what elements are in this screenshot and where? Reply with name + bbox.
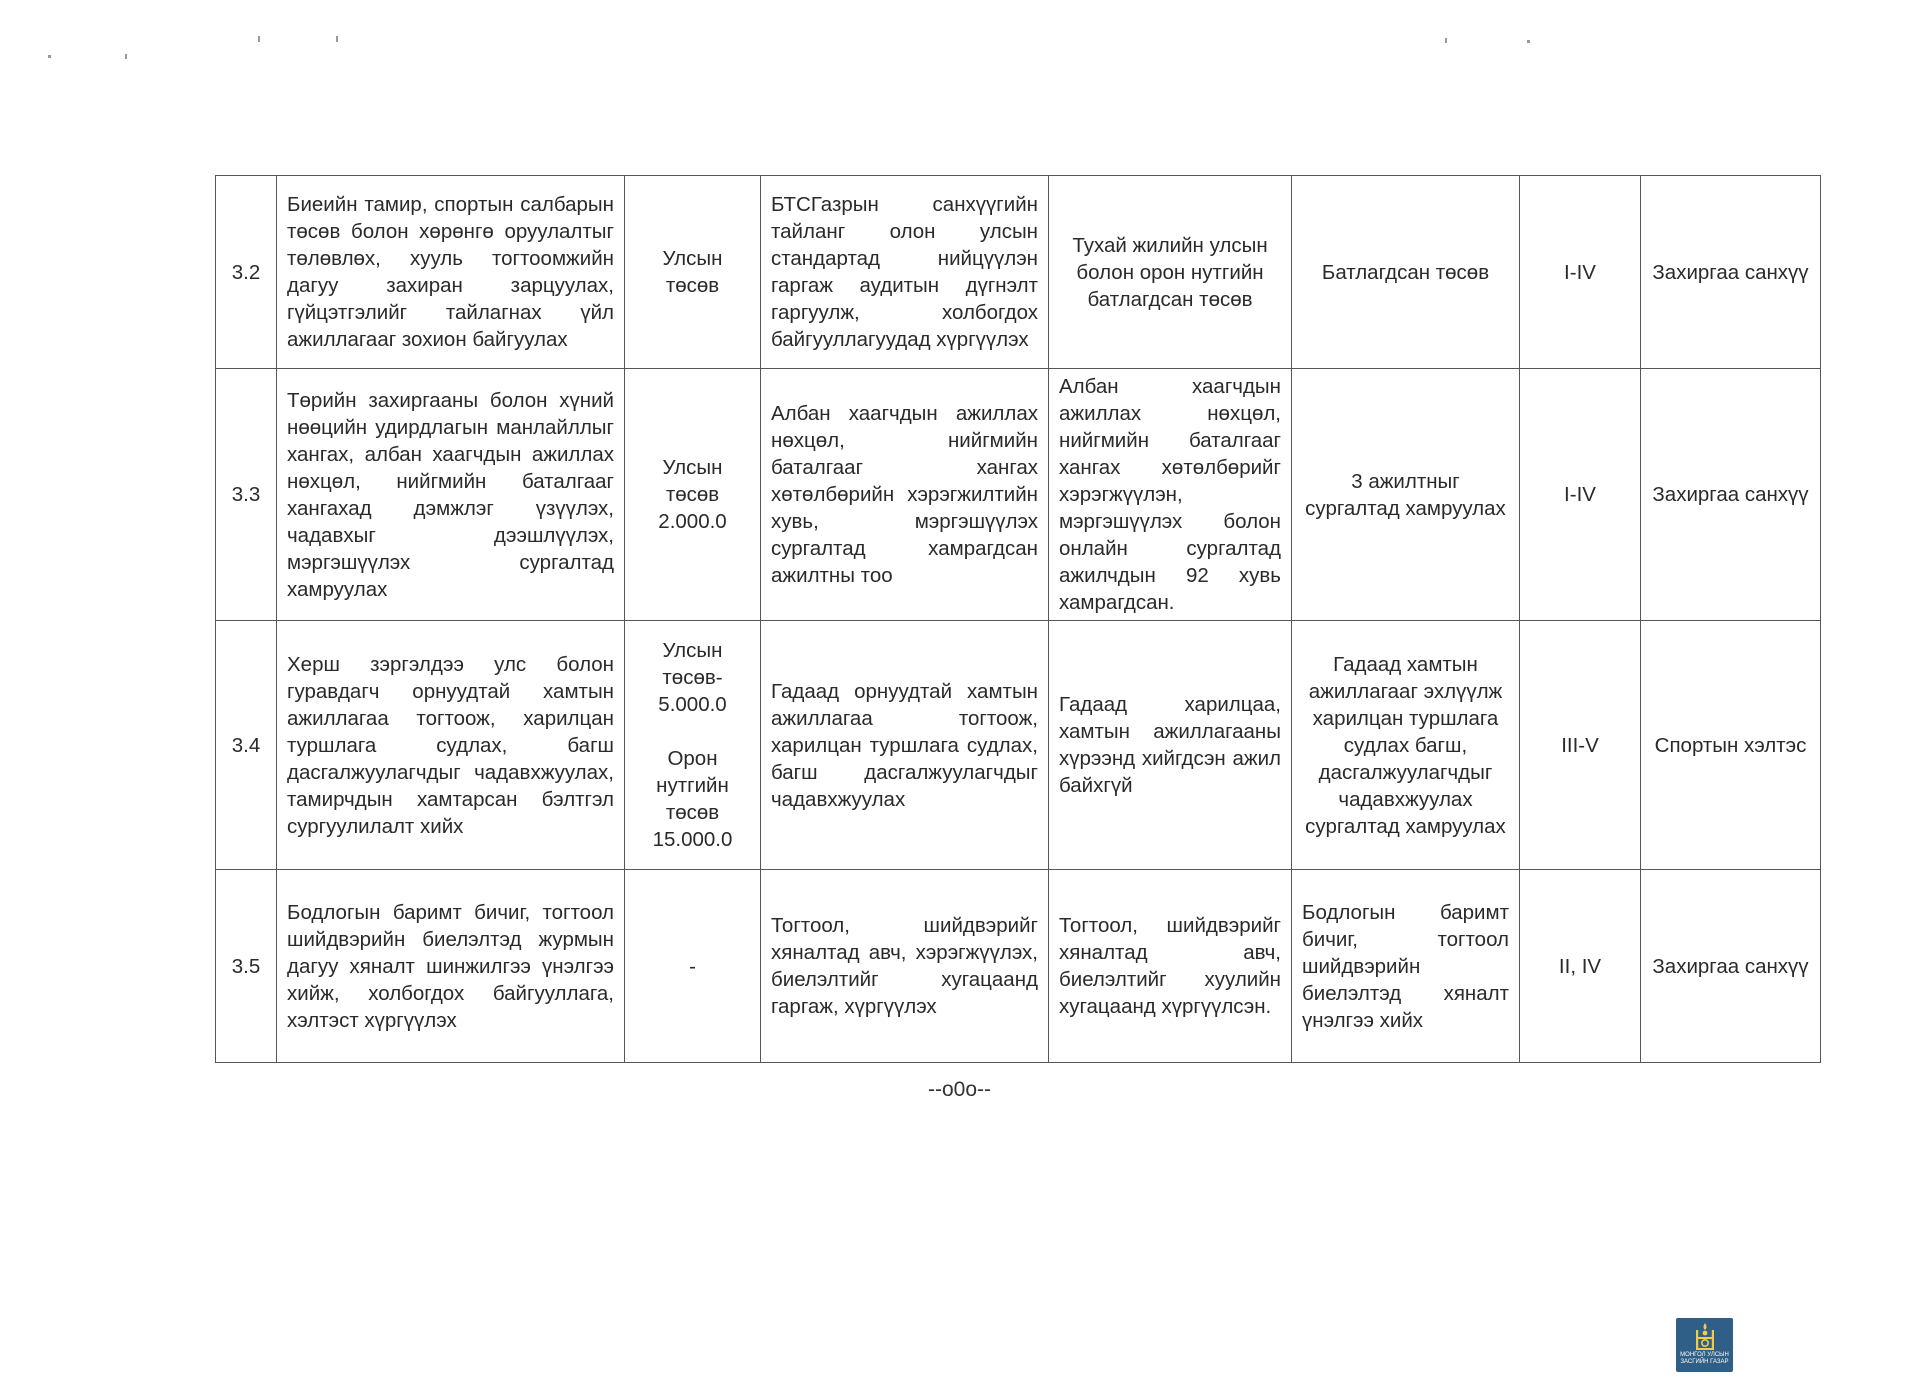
soyombo-emblem-icon bbox=[1694, 1322, 1716, 1352]
activity-cell: Бодлогын баримт бичиг, тогтоол шийдвэрийн биелэлтэд журмын дагуу хяналт шинжилгээ үнэлгээ хийж, холбогдох байгууллага, хэлтэст хүргүүлэх bbox=[277, 870, 625, 1063]
scan-speck bbox=[125, 54, 127, 59]
plan-table bbox=[215, 175, 1821, 1063]
criteria-cell: Албан хаагчдын ажиллах нөхцөл, нийгмийн баталгааг хангах хөтөлбөрийн хэрэгжилтийн хувь, мэргэшүүлэх сургалтад хамрагдсан ажилтны тоо bbox=[761, 369, 1049, 621]
progress-cell: Гадаад харилцаа, хамтын ажиллагааны хүрээнд хийгдсэн ажил байхгүй bbox=[1049, 621, 1292, 870]
scan-speck bbox=[258, 36, 260, 42]
row-number: 3.4 bbox=[216, 621, 277, 870]
budget-cell: Улсын төсөв bbox=[625, 176, 761, 369]
end-of-document-mark: --o0o-- bbox=[927, 1078, 991, 1101]
result-cell: Бодлогын баримт бичиг, тогтоол шийдвэрийн биелэлтэд хяналт үнэлгээ хийх bbox=[1292, 870, 1520, 1063]
responsible-cell: Захиргаа санхүү bbox=[1641, 176, 1821, 369]
government-emblem bbox=[1676, 1318, 1733, 1372]
result-cell: Гадаад хамтын ажиллагааг эхлүүлж харилцан туршлага судлах багш, дасгалжуулагчдыг чадавхжуулах сургалтад хамруулах bbox=[1292, 621, 1520, 870]
quarter-cell: II, IV bbox=[1520, 870, 1641, 1063]
responsible-cell: Спортын хэлтэс bbox=[1641, 621, 1821, 870]
scan-speck bbox=[48, 55, 51, 58]
progress-cell: Тогтоол, шийдвэрийг хяналтад авч, биелэлтийг хуулийн хугацаанд хүргүүлсэн. bbox=[1049, 870, 1292, 1063]
scan-speck bbox=[1527, 40, 1530, 43]
table-row bbox=[216, 621, 1821, 870]
result-cell: 3 ажилтныг сургалтад хамруулах bbox=[1292, 369, 1520, 621]
table-row bbox=[216, 176, 1821, 369]
progress-cell: Тухай жилийн улсын болон орон нутгийн батлагдсан төсөв bbox=[1049, 176, 1292, 369]
activity-cell: Төрийн захиргааны болон хүний нөөцийн удирдлагын манлайллыг хангах, албан хаагчдын ажиллах нөхцөл, нийгмийн баталгааг хангахад дэмжлэг үзүүлэх, чадавхыг дээшлүүлэх, мэргэшүүлэх сургалтад хамруулах bbox=[277, 369, 625, 621]
criteria-cell: БТСГазрын санхүүгийн тайланг олон улсын стандартад нийцүүлэн гаргаж аудитын дүгнэлт гаргуулж, холбогдох байгууллагуудад хүргүүлэх bbox=[761, 176, 1049, 369]
activity-cell: Херш зэргэлдээ улс болон гуравдагч орнуудтай хамтын ажиллагаа тогтоож, харилцан туршлага судлах, багш дасгалжуулагчдыг чадавхжуулах, тамирчдын хамтарсан бэлтгэл сургуулилалт хийх bbox=[277, 621, 625, 870]
budget-cell: Улсын төсөв- 5.000.0 Орон нутгийн төсөв 15.000.0 bbox=[625, 621, 761, 870]
scan-speck bbox=[1445, 38, 1447, 43]
activity-cell: Биеийн тамир, спортын салбарын төсөв болон хөрөнгө оруулалтыг төлөвлөх, хууль тогтоомжийн дагуу захиран зарцуулах, гүйцэтгэлийг тайлагнах үйл ажиллагааг зохион байгуулах bbox=[277, 176, 625, 369]
responsible-cell: Захиргаа санхүү bbox=[1641, 870, 1821, 1063]
criteria-cell: Тогтоол, шийдвэрийг хяналтад авч, хэрэгжүүлэх, биелэлтийг хугацаанд гаргаж, хүргүүлэх bbox=[761, 870, 1049, 1063]
row-number: 3.5 bbox=[216, 870, 277, 1063]
table-row bbox=[216, 369, 1821, 621]
table-row bbox=[216, 870, 1821, 1063]
result-cell: Батлагдсан төсөв bbox=[1292, 176, 1520, 369]
scan-speck bbox=[336, 36, 338, 42]
row-number: 3.2 bbox=[216, 176, 277, 369]
criteria-cell: Гадаад орнуудтай хамтын ажиллагаа тогтоож, харилцан туршлага судлах, багш дасгалжуулагчдыг чадавхжуулах bbox=[761, 621, 1049, 870]
progress-cell: Албан хаагчдын ажиллах нөхцөл, нийгмийн баталгааг хангах хөтөлбөрийг хэрэгжүүлэн, мэргэшүүлэх болон онлайн сургалтад ажилчдын 92 хувь хамрагдсан. bbox=[1049, 369, 1292, 621]
quarter-cell: III-V bbox=[1520, 621, 1641, 870]
row-number: 3.3 bbox=[216, 369, 277, 621]
quarter-cell: I-IV bbox=[1520, 369, 1641, 621]
quarter-cell: I-IV bbox=[1520, 176, 1641, 369]
budget-cell: Улсын төсөв 2.000.0 bbox=[625, 369, 761, 621]
emblem-caption: МОНГОЛ УЛСЫН ЗАСГИЙН ГАЗАР bbox=[1680, 1352, 1729, 1365]
responsible-cell: Захиргаа санхүү bbox=[1641, 369, 1821, 621]
budget-cell: - bbox=[625, 870, 761, 1063]
